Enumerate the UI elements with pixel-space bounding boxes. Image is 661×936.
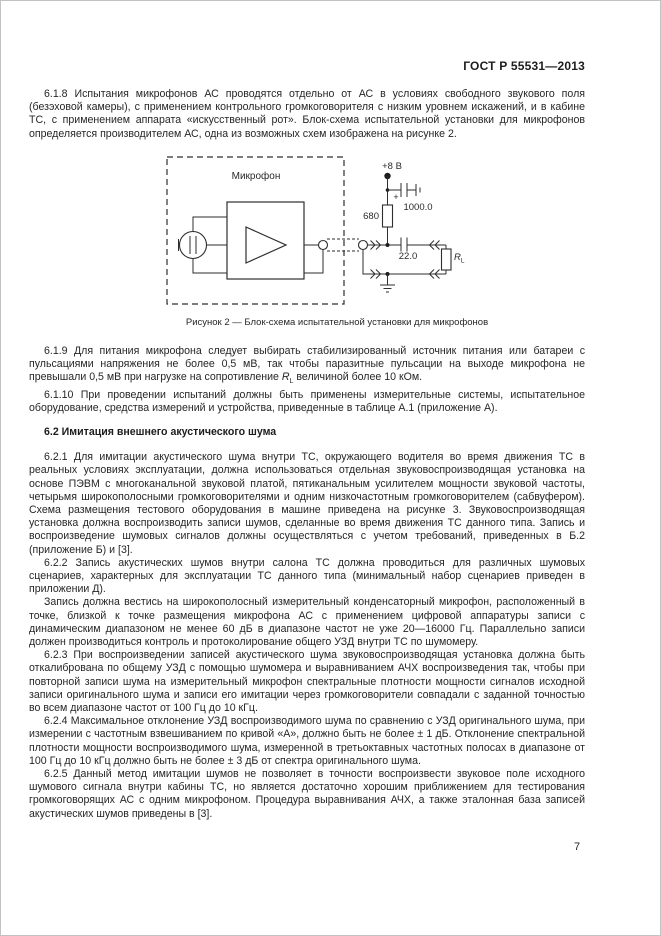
section-heading-6-2: 6.2 Имитация внешнего акустического шума: [44, 425, 277, 438]
ground-icon: [380, 274, 395, 292]
wire-top: [193, 217, 227, 232]
page-number: 7: [574, 841, 581, 853]
mic-capsule-icon: [179, 231, 207, 258]
microphone-label: Микрофон: [231, 170, 281, 182]
paragraph-6-2-1: 6.2.1 Для имитации акустического шума внутри ТС, окружающего водителя во время движения ТС в реальных условиях эксплуатации, должна использоваться отдельная звуковоспроизводящая установка на основе ПЭВМ с многоканальной звуковой платой, пятиканальным усилителем мощности звуковой частоты, четырьмя широкополосными громкоговорителями и одним низкочастотным громкоговорителем (сабвуфером). Схема размещения тестового оборудования в машине приведена на рисунке 3. Звуковоспроизводящая установка должна воспроизводить записи шумов, сделанные во время движения ТС данного типа. Запись и воспроизведение шумовых сигналов должны осуществляться с учетом требований, приведенных в Б.2 (приложение Б) и [3].: [29, 451, 585, 556]
resistor-value: 680: [363, 210, 379, 222]
paragraph-6-2-5: 6.2.5 Данный метод имитации шумов не позволяет в точности воспроизвести звуковое поле исходного шумового сигнала внутри кабины ТС, но является достаточно хорошим приближением для тестирования громкоговорящих АС с одним микрофоном. Процедура выравнивания АЧХ, а также эталонная база записей акустических шумов приведены в [3].: [29, 768, 585, 820]
wire-bottom: [193, 258, 227, 273]
resistor-680-icon: [363, 205, 392, 227]
paragraph-6-2-2: 6.2.2 Запись акустических шумов внутри салона ТС должна проводиться для различных шумовых сценариев, характерных для эксплуатации ТС данного типа (минимальный набор сценариев приведен в приложении Д).: [29, 556, 585, 596]
paragraph-6-1-9: 6.1.9 Для питания микрофона следует выбирать стабилизированный источник питания или батареи с пульсациями напряжения не более 0,5 мВ, так чтобы паразитные пульсации на выходе микрофона не превышали 0,5 мВ при нагрузке на сопротивление $R_L$ величиной более 10 кОм.: [29, 344, 585, 386]
figure-caption: Рисунок 2 — Блок-схема испытательной установки для микрофонов: [185, 316, 489, 328]
paragraph-6-1-10: 6.1.10 При проведении испытаний должны быть применены измерительные системы, испытательное оборудование, средства измерений и устройства, приведенные в таблице А.1 (приложение А).: [29, 388, 585, 414]
shielded-cable-icon: [304, 239, 368, 273]
cable-connector-right: [359, 240, 368, 249]
paragraph-6-2-4: 6.2.4 Максимальное отклонение УЗД воспроизводимого шума по сравнению с УЗД оригинального шума, при измерении с частотным взвешиванием по кривой «А», должно быть не более ± 1 дБ. Отклонение спектральной плотности мощности воспроизводимого шума, измеренной в третьоктавных частотных полосах в диапазоне от 100 Гц до 10 кГц должно быть не более ± 3 дБ от спектра оригинального шума.: [29, 715, 585, 767]
coupling-capacitor-icon: [399, 237, 418, 262]
microphone-unit: [167, 157, 344, 304]
paragraph-6-2-2-cont: Запись должна вестись на широкополосный измерительный конденсаторный микрофон, расположенный в точке, близкой к точке размещения микрофона АС с применением цифровой аппаратуры записи с динамическим диапазоном не менее 60 дБ в диапазоне частот не уже 20—16000 Гц. Параллельно записи должен производиться контроль и протоколирование общего УЗД внутри ТС по шумомеру.: [29, 596, 585, 648]
document-body: [29, 88, 585, 821]
power-supply-branch: [363, 161, 432, 243]
standard-number-header: ГОСТ Р 55531—2013: [463, 59, 585, 73]
capacitor-polarity-plus: +: [393, 191, 399, 202]
load-resistor-label: $R_L$: [454, 251, 465, 265]
supply-voltage-label: +8 В: [382, 160, 402, 172]
microphone-test-setup-schematic: [151, 152, 491, 314]
bypass-capacitor-icon: [388, 183, 433, 213]
paragraph-6-1-8: 6.1.8 Испытания микрофонов АС проводятся отдельно от АС в условиях свободного звукового поля (безэховой камеры), с применением контрольного громкоговорителя с низким уровнем искажений, и в кабине ТС, с применением аппарата «искусственный рот». Блок-схема испытательной установки для микрофонов определяется производителем АС, одна из возможных схем изображена на рисунке 2.: [29, 88, 585, 140]
bypass-capacitor-value: 1000.0: [403, 201, 433, 213]
amplifier-icon: [227, 202, 304, 279]
cable-connector-left: [319, 240, 328, 249]
paragraph-6-2-3: 6.2.3 При воспроизведении записей акустического шума звуковоспроизводящая установка должна быть откалибрована по общему УЗД с помощью шумомера и выравниванием АЧХ воспроизведения так, чтобы при повторной записи шума на измерительный микрофон спектральные плотности мощности сигналов исходной записи оригинального шума и записи его имитации через громкоговорители совпадали с заданной точностью во всем диапазоне частот от 100 Гц до 10 кГц.: [29, 649, 585, 714]
coupling-capacitor-value: 22.0: [398, 250, 418, 262]
load-resistor-icon: [442, 245, 465, 274]
output-network: [363, 237, 465, 292]
figure-2: [29, 141, 585, 345]
